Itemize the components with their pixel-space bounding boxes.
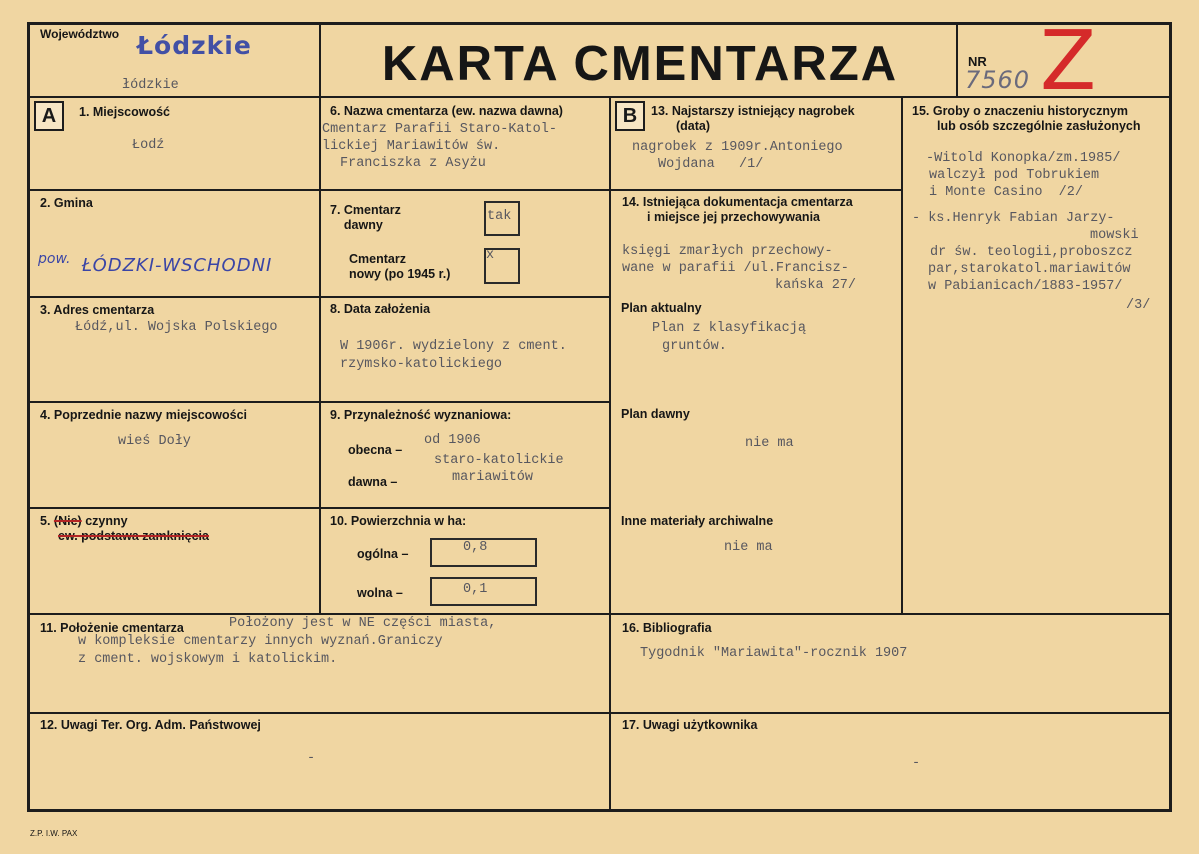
nr-value: 7560 [965, 66, 1031, 94]
field-13-line-2: Wojdana /1/ [658, 157, 764, 172]
field-8-line-2: rzymsko-katolickiego [340, 357, 503, 372]
field-15-line-6: dr św. teologii,proboszcz [930, 245, 1133, 260]
field-10-wolna-label: wolna – [357, 586, 403, 600]
field-13-label-2: (data) [676, 119, 711, 133]
field-7-dawny-value: tak [487, 209, 512, 224]
field-11-line-3: z cment. wojskowym i katolickim. [78, 652, 338, 667]
rule [610, 189, 902, 191]
field-1-value: Łodź [132, 138, 165, 153]
field-12-value: - [307, 751, 316, 766]
z-mark: Z [1040, 14, 1097, 109]
wojewodztwo-label: Województwo [40, 27, 120, 41]
field-6-label: 6. Nazwa cmentarza (ew. nazwa dawna) [330, 104, 563, 118]
field-11-line-1: Położony jest w NE części miasta, [229, 616, 497, 631]
inne-materialy-label: Inne materiały archiwalne [621, 514, 774, 528]
field-16-value: Tygodnik "Mariawita"-rocznik 1907 [640, 646, 908, 661]
field-14-line-1: księgi zmarłych przechowy- [622, 244, 833, 259]
field-16-label: 16. Bibliografia [622, 621, 712, 635]
field-10-ogolna-value: 0,8 [463, 540, 488, 555]
field-15-line-7: par,starokatol.mariawitów [928, 262, 1131, 277]
field-2-label: 2. Gmina [40, 196, 93, 210]
rule [28, 96, 1171, 98]
field-9-dawna-label: dawna – [348, 475, 398, 489]
field-9-label: 9. Przynależność wyznaniowa: [330, 408, 512, 422]
wojewodztwo-typed: łódzkie [122, 78, 179, 93]
field-2-prefix: pow. [38, 251, 71, 267]
field-14-line-3: kańska 27/ [775, 278, 857, 293]
field-9-dawna-line-1: staro-katolickie [434, 453, 564, 468]
field-3-label: 3. Adres cmentarza [40, 303, 155, 317]
rule [28, 712, 1171, 714]
field-4-value: wieś Doły [118, 434, 191, 449]
field-12-label: 12. Uwagi Ter. Org. Adm. Państwowej [40, 718, 261, 732]
section-b-badge: B [615, 101, 645, 131]
field-5-suffix: czynny [85, 514, 128, 528]
field-11-line-2: w kompleksie cmentarzy innych wyznań.Graniczy [78, 634, 443, 649]
field-14-line-2: wane w parafii /ul.Francisz- [622, 261, 849, 276]
field-6-line-1: Cmentarz Parafii Staro-Katol- [322, 122, 557, 137]
field-13-line-1: nagrobek z 1909r.Antoniego [632, 140, 843, 155]
field-9-dawna-line-2: mariawitów [452, 470, 534, 485]
field-13-label-1: 13. Najstarszy istniejący nagrobek [651, 104, 855, 118]
field-11-label: 11. Położenie cmentarza [40, 621, 184, 635]
plan-dawny-label: Plan dawny [621, 407, 690, 421]
field-7-nowy-label: Cmentarz nowy (po 1945 r.) [349, 252, 451, 281]
field-15-line-3: i Monte Casino /2/ [929, 185, 1083, 200]
field-15-line-2: walczył pod Tobrukiem [929, 168, 1100, 183]
rule [28, 296, 610, 298]
wojewodztwo-stamp: Łódzkie [137, 31, 252, 60]
nr-label: NR [968, 54, 987, 69]
field-17-label: 17. Uwagi użytkownika [622, 718, 758, 732]
plan-aktualny-label: Plan aktualny [621, 301, 702, 315]
field-15-line-9: /3/ [1126, 298, 1151, 313]
field-4-label: 4. Poprzednie nazwy miejscowości [40, 408, 248, 422]
rule [28, 401, 610, 403]
section-a-badge: A [34, 101, 64, 131]
field-9-obecna-value: od 1906 [424, 433, 481, 448]
field-7-nowy-value: x [486, 248, 495, 263]
field-6-line-2: lickiej Mariawitów św. [322, 139, 501, 154]
printer-note: Z.P. I.W. PAX [30, 829, 78, 838]
field-8-line-1: W 1906r. wydzielony z cment. [340, 339, 567, 354]
field-5-sublabel: ew. podstawa zamknięcia [58, 529, 209, 543]
field-14-label-1: 14. Istniejąca dokumentacja cmentarza [622, 195, 853, 209]
rule [28, 189, 610, 191]
field-5-nie: (Nie) [53, 514, 82, 528]
field-8-label: 8. Data założenia [330, 302, 431, 316]
field-5-prefix: 5. [40, 514, 51, 528]
field-6-line-3: Franciszka z Asyżu [340, 156, 486, 171]
field-10-wolna-value: 0,1 [463, 582, 488, 597]
plan-aktualny-line-1: Plan z klasyfikacją [652, 321, 806, 336]
field-15-label-2: lub osób szczególnie zasłużonych [937, 119, 1141, 133]
rule [901, 97, 903, 615]
field-15-line-4: - ks.Henryk Fabian Jarzy- [912, 211, 1115, 226]
rule [28, 613, 1171, 615]
field-15-label-1: 15. Groby o znaczeniu historycznym [912, 104, 1129, 118]
rule [609, 97, 611, 810]
card-title: KARTA CMENTARZA [381, 37, 899, 91]
field-3-value: Łódź,ul. Wojska Polskiego [75, 320, 278, 335]
plan-dawny-value: nie ma [745, 436, 794, 451]
field-5-label [40, 514, 128, 529]
field-14-label-2: i miejsce jej przechowywania [647, 210, 820, 224]
field-2-value: ŁÓDZKI-WSCHODNI [82, 255, 273, 276]
field-10-ogolna-label: ogólna – [357, 547, 409, 561]
field-9-obecna-label: obecna – [348, 443, 403, 457]
rule [319, 23, 321, 614]
field-7-dawny-label: 7. Cmentarz dawny [330, 203, 401, 232]
field-10-label: 10. Powierzchnia w ha: [330, 514, 467, 528]
field-15-line-8: w Pabianicach/1883-1957/ [928, 279, 1123, 294]
field-15-line-1: -Witold Konopka/zm.1985/ [926, 151, 1121, 166]
field-17-value: - [912, 756, 921, 771]
field-15-line-5: mowski [1090, 228, 1139, 243]
field-1-label: 1. Miejscowość [79, 105, 171, 119]
plan-aktualny-line-2: gruntów. [662, 339, 727, 354]
rule [28, 507, 610, 509]
inne-materialy-value: nie ma [724, 540, 773, 555]
